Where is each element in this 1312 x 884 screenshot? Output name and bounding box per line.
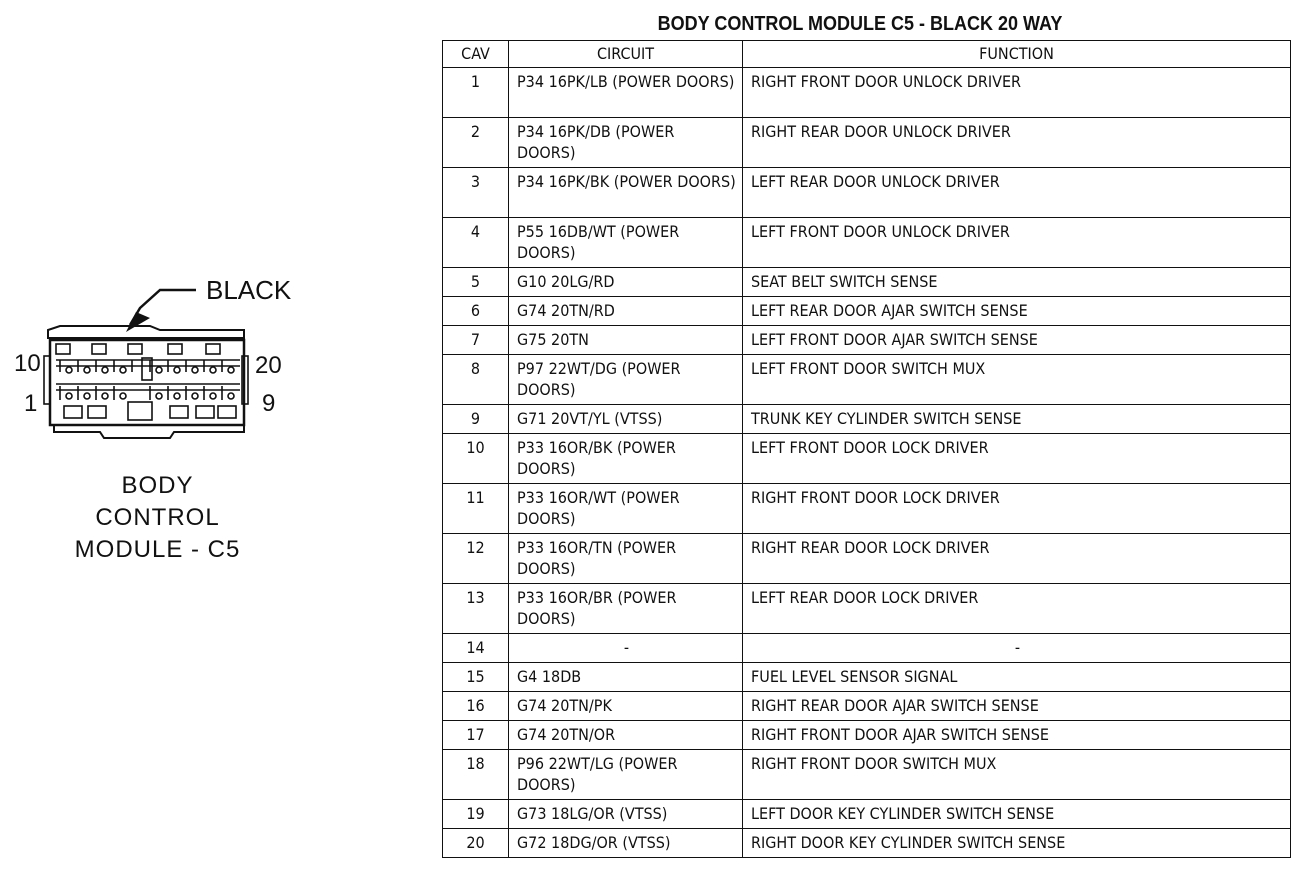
table-row <box>443 663 1291 692</box>
circuit-cell: P33 16OR/BR (POWER DOORS) <box>509 584 743 634</box>
table-row <box>443 634 1291 663</box>
circuit-cell: P33 16OR/TN (POWER DOORS) <box>509 534 743 584</box>
caption-line: BODY <box>121 472 194 499</box>
circuit-cell: P96 22WT/LG (POWER DOORS) <box>509 750 743 800</box>
function-cell: RIGHT DOOR KEY CYLINDER SWITCH SENSE <box>743 829 1291 858</box>
pin-table <box>442 40 1291 858</box>
caption-line: MODULE - C5 <box>74 536 241 563</box>
circuit-cell: G72 18DG/OR (VTSS) <box>509 829 743 858</box>
header-circuit: CIRCUIT <box>509 41 743 68</box>
function-cell: RIGHT FRONT DOOR AJAR SWITCH SENSE <box>743 721 1291 750</box>
function-cell: LEFT FRONT DOOR LOCK DRIVER <box>743 434 1291 484</box>
cav-cell: 9 <box>443 405 509 434</box>
pin-label-top-right: 20 <box>255 352 282 379</box>
function-cell: RIGHT FRONT DOOR LOCK DRIVER <box>743 484 1291 534</box>
circuit-cell: G74 20TN/PK <box>509 692 743 721</box>
circuit-cell: P33 16OR/BK (POWER DOORS) <box>509 434 743 484</box>
circuit-cell: P34 16PK/DB (POWER DOORS) <box>509 118 743 168</box>
cav-cell: 19 <box>443 800 509 829</box>
header-cav: CAV <box>443 41 509 68</box>
cav-cell: 6 <box>443 297 509 326</box>
cav-cell: 16 <box>443 692 509 721</box>
pin-label-bottom-right: 9 <box>262 390 276 417</box>
table-row <box>443 326 1291 355</box>
table-row <box>443 68 1291 118</box>
cav-cell: 8 <box>443 355 509 405</box>
table-row <box>443 721 1291 750</box>
function-cell: TRUNK KEY CYLINDER SWITCH SENSE <box>743 405 1291 434</box>
cav-cell: 18 <box>443 750 509 800</box>
cav-cell: 14 <box>443 634 509 663</box>
circuit-cell: G10 20LG/RD <box>509 268 743 297</box>
function-cell: LEFT REAR DOOR LOCK DRIVER <box>743 584 1291 634</box>
table-row <box>443 584 1291 634</box>
cav-cell: 17 <box>443 721 509 750</box>
circuit-cell: G74 20TN/OR <box>509 721 743 750</box>
table-row <box>443 268 1291 297</box>
function-cell: FUEL LEVEL SENSOR SIGNAL <box>743 663 1291 692</box>
circuit-cell: G73 18LG/OR (VTSS) <box>509 800 743 829</box>
table-row <box>443 434 1291 484</box>
function-cell: - <box>743 634 1291 663</box>
table-row <box>443 218 1291 268</box>
cav-cell: 15 <box>443 663 509 692</box>
circuit-cell: P34 16PK/LB (POWER DOORS) <box>509 68 743 118</box>
function-cell: RIGHT REAR DOOR UNLOCK DRIVER <box>743 118 1291 168</box>
function-cell: RIGHT REAR DOOR AJAR SWITCH SENSE <box>743 692 1291 721</box>
table-row <box>443 355 1291 405</box>
circuit-cell: P34 16PK/BK (POWER DOORS) <box>509 168 743 218</box>
table-row <box>443 829 1291 858</box>
cav-cell: 20 <box>443 829 509 858</box>
table-row <box>443 750 1291 800</box>
circuit-cell: P55 16DB/WT (POWER DOORS) <box>509 218 743 268</box>
module-caption <box>40 470 275 566</box>
circuit-cell: G71 20VT/YL (VTSS) <box>509 405 743 434</box>
function-cell: LEFT FRONT DOOR SWITCH MUX <box>743 355 1291 405</box>
function-cell: LEFT DOOR KEY CYLINDER SWITCH SENSE <box>743 800 1291 829</box>
function-cell: RIGHT REAR DOOR LOCK DRIVER <box>743 534 1291 584</box>
circuit-cell: G75 20TN <box>509 326 743 355</box>
cav-cell: 5 <box>443 268 509 297</box>
header-function: FUNCTION <box>743 41 1291 68</box>
caption-line: CONTROL <box>95 504 220 531</box>
circuit-cell: P33 16OR/WT (POWER DOORS) <box>509 484 743 534</box>
function-cell: RIGHT FRONT DOOR UNLOCK DRIVER <box>743 68 1291 118</box>
table-row <box>443 800 1291 829</box>
function-cell: LEFT REAR DOOR AJAR SWITCH SENSE <box>743 297 1291 326</box>
cav-cell: 7 <box>443 326 509 355</box>
table-row <box>443 405 1291 434</box>
circuit-cell: G4 18DB <box>509 663 743 692</box>
circuit-cell: G74 20TN/RD <box>509 297 743 326</box>
function-cell: RIGHT FRONT DOOR SWITCH MUX <box>743 750 1291 800</box>
function-cell: SEAT BELT SWITCH SENSE <box>743 268 1291 297</box>
table-row <box>443 168 1291 218</box>
circuit-cell: P97 22WT/DG (POWER DOORS) <box>509 355 743 405</box>
connector-color-label: BLACK <box>206 275 292 305</box>
table-row <box>443 297 1291 326</box>
table-row <box>443 484 1291 534</box>
function-cell: LEFT FRONT DOOR UNLOCK DRIVER <box>743 218 1291 268</box>
table-row <box>443 534 1291 584</box>
cav-cell: 12 <box>443 534 509 584</box>
cav-cell: 11 <box>443 484 509 534</box>
function-cell: LEFT FRONT DOOR AJAR SWITCH SENSE <box>743 326 1291 355</box>
cav-cell: 4 <box>443 218 509 268</box>
table-row <box>443 692 1291 721</box>
function-cell: LEFT REAR DOOR UNLOCK DRIVER <box>743 168 1291 218</box>
cav-cell: 10 <box>443 434 509 484</box>
table-row <box>443 118 1291 168</box>
pin-label-top-left: 10 <box>14 350 41 377</box>
pin-label-bottom-left: 1 <box>24 390 38 417</box>
cav-cell: 2 <box>443 118 509 168</box>
table-header-row <box>443 41 1291 68</box>
cav-cell: 13 <box>443 584 509 634</box>
circuit-cell: - <box>509 634 743 663</box>
cav-cell: 3 <box>443 168 509 218</box>
cav-cell: 1 <box>443 68 509 118</box>
table-title: BODY CONTROL MODULE C5 - BLACK 20 WAY <box>657 13 1063 35</box>
